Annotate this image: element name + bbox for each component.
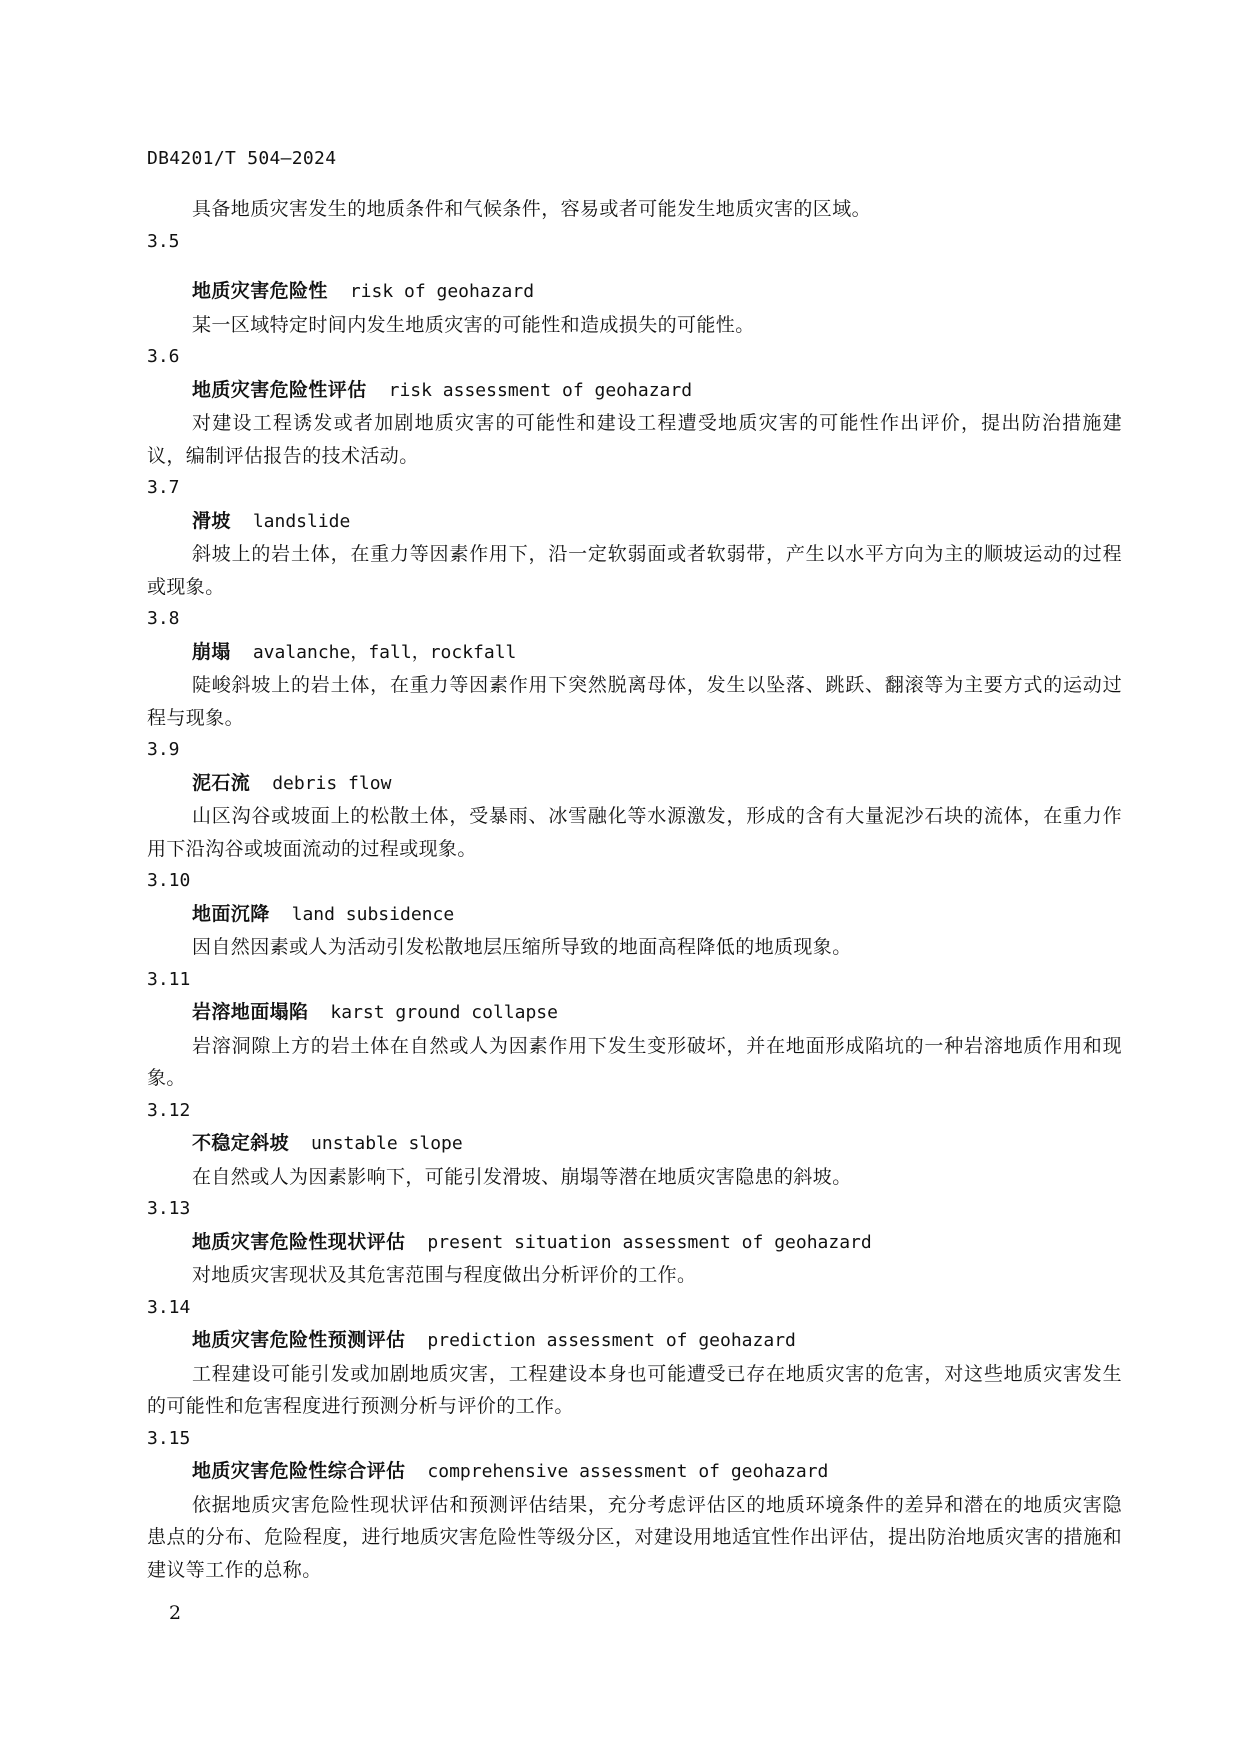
term-entry-3-12: [147, 1095, 1122, 1194]
term-english: prediction assessment of geohazard: [427, 1330, 796, 1351]
term-number: 3.10: [147, 870, 191, 891]
term-definition: 山区沟谷或坡面上的松散土体，受暴雨、冰雪融化等水源激发，形成的含有大量泥沙石块的流体，在重力作用下沿沟谷或坡面流动的过程或现象。: [147, 805, 1122, 860]
term-entry-3-15: [147, 1423, 1122, 1587]
term-title: [192, 1226, 1122, 1260]
term-english: unstable slope: [311, 1133, 463, 1154]
term-title: [192, 898, 1122, 932]
term-chinese: 地质灾害危险性预测评估: [192, 1329, 406, 1351]
term-definition: 依据地质灾害危险性现状评估和预测评估结果，充分考虑评估区的地质环境条件的差异和潜在的地质灾害隐患点的分布、危险程度，进行地质灾害危险性等级分区，对建设用地适宜性作出评估，提出防治地质灾害的措施和建议等工作的总称。: [147, 1493, 1122, 1581]
term-title: [192, 1324, 1122, 1358]
term-chinese: 岩溶地面塌陷: [192, 1001, 309, 1023]
term-entry-3-7: [147, 472, 1122, 603]
term-chinese: 地面沉降: [192, 902, 270, 925]
term-chinese: 崩塌: [192, 640, 231, 663]
intro-definition: 具备地质灾害发生的地质条件和气候条件，容易或者可能发生地质灾害的区域。: [192, 198, 872, 220]
term-definition: 岩溶洞隙上方的岩土体在自然或人为因素作用下发生变形破坏，并在地面形成陷坑的一种岩溶地质作用和现象。: [147, 1034, 1122, 1089]
term-chinese: 地质灾害危险性: [192, 280, 328, 302]
term-number: 3.13: [147, 1198, 191, 1219]
term-number: 3.11: [147, 968, 191, 990]
term-english: debris flow: [272, 772, 392, 794]
term-entry-3-13: [147, 1193, 1122, 1292]
term-title: [192, 636, 1122, 670]
term-english: landslide: [252, 510, 351, 532]
terms-section: [147, 193, 1122, 1586]
term-number: 3.14: [147, 1296, 191, 1318]
term-english: karst ground collapse: [330, 1002, 558, 1023]
term-definition: 在自然或人为因素影响下，可能引发滑坡、崩塌等潜在地质灾害隐患的斜坡。: [192, 1165, 852, 1188]
term-number: 3.12: [147, 1099, 191, 1121]
term-title: [192, 767, 1122, 801]
term-entry-3-10: [147, 865, 1122, 964]
term-english: risk assessment of geohazard: [388, 379, 693, 401]
term-definition: 工程建设可能引发或加剧地质灾害，工程建设本身也可能遭受已存在地质灾害的危害，对这些地质灾害发生的可能性和危害程度进行预测分析与评价的工作。: [147, 1362, 1122, 1417]
term-definition: 斜坡上的岩土体，在重力等因素作用下，沿一定软弱面或者软弱带，产生以水平方向为主的顺坡运动的过程或现象。: [147, 543, 1122, 598]
term-english: risk of geohazard: [349, 281, 535, 302]
term-definition: 对地质灾害现状及其危害范围与程度做出分析评价的工作。: [192, 1264, 697, 1286]
term-number: 3.5: [147, 230, 180, 252]
term-title: [192, 374, 1122, 408]
term-entry-3-9: [147, 734, 1122, 865]
term-english: avalanche，fall，rockfall: [252, 641, 517, 663]
term-chinese: 不稳定斜坡: [192, 1132, 290, 1154]
document-code: DB4201/T 504—2024: [147, 148, 337, 169]
term-title: [192, 996, 1122, 1030]
term-english: comprehensive assessment of geohazard: [427, 1461, 829, 1482]
term-chinese: 地质灾害危险性现状评估: [192, 1230, 406, 1253]
term-number: 3.15: [147, 1427, 191, 1449]
term-english: present situation assessment of geohazard: [427, 1231, 872, 1253]
term-title: [192, 1455, 1122, 1489]
term-definition: 某一区域特定时间内发生地质灾害的可能性和造成损失的可能性。: [192, 313, 755, 336]
term-entry-3-14: [147, 1292, 1122, 1423]
term-chinese: 泥石流: [192, 771, 251, 794]
term-definition: 对建设工程诱发或者加剧地质灾害的可能性和建设工程遭受地质灾害的可能性作出评价，提出防治措施建议，编制评估报告的技术活动。: [147, 412, 1122, 467]
term-chinese: 地质灾害危险性综合评估: [192, 1460, 406, 1482]
term-title: [192, 1127, 1122, 1161]
term-entry-3-8: [147, 603, 1122, 734]
term-definition: 陡峻斜坡上的岩土体，在重力等因素作用下突然脱离母体，发生以坠落、跳跃、翻滚等为主要方式的运动过程与现象。: [147, 674, 1122, 729]
term-definition: 因自然因素或人为活动引发松散地层压缩所导致的地面高程降低的地质现象。: [192, 936, 852, 958]
term-chinese: 滑坡: [192, 509, 231, 532]
term-english: land subsidence: [291, 903, 455, 925]
term-number: 3.7: [147, 477, 180, 498]
term-number: 3.8: [147, 608, 180, 629]
term-title: [192, 275, 1122, 309]
term-entry-3-6: [147, 341, 1122, 472]
page-number: 2: [169, 1602, 182, 1624]
term-number: 3.6: [147, 346, 180, 367]
term-title: [192, 505, 1122, 539]
term-entry-3-11: [147, 964, 1122, 1095]
term-number: 3.9: [147, 739, 180, 760]
term-entry-3-5: [147, 226, 1122, 342]
term-chinese: 地质灾害危险性评估: [192, 378, 367, 401]
